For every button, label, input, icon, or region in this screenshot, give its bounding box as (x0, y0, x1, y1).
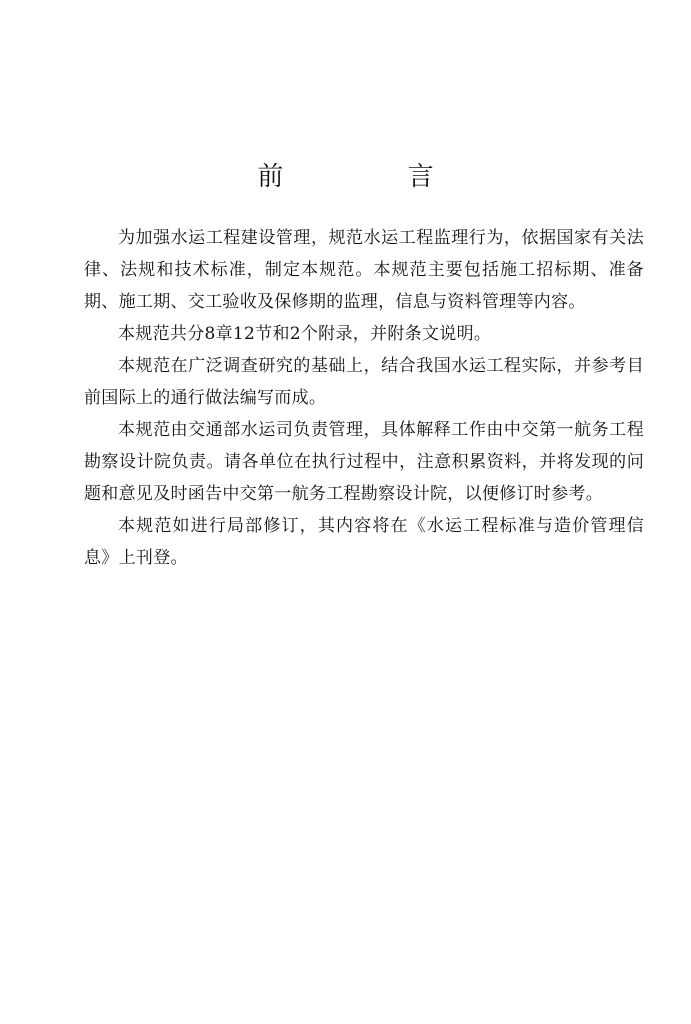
paragraph-structure: 本规范共分8章12节和2个附录，并附条文说明。 (118, 324, 492, 344)
preface-body (84, 222, 644, 574)
paragraph-purpose: 为加强水运工程建设管理，规范水运工程监理行为，依据国家有关法律、法规和技术标准，制定本规范。本规范主要包括施工招标期、准备期、施工期、交工验收及保修期的监理，信息与资料管理等内容。 (84, 228, 644, 312)
paragraph-revision: 本规范如进行局部修订，其内容将在《水运工程标准与造价管理信息》上刊登。 (84, 516, 644, 568)
paragraph-management: 本规范由交通部水运司负责管理，具体解释工作由中交第一航务工程勘察设计院负责。请各单位在执行过程中，注意积累资料，并将发现的问题和意见及时函告中交第一航务工程勘察设计院，以便修订时参考。 (84, 420, 644, 504)
paragraph-basis: 本规范在广泛调查研究的基础上，结合我国水运工程实际，并参考目前国际上的通行做法编写而成。 (84, 356, 644, 408)
page-title: 前 言 (257, 162, 492, 192)
